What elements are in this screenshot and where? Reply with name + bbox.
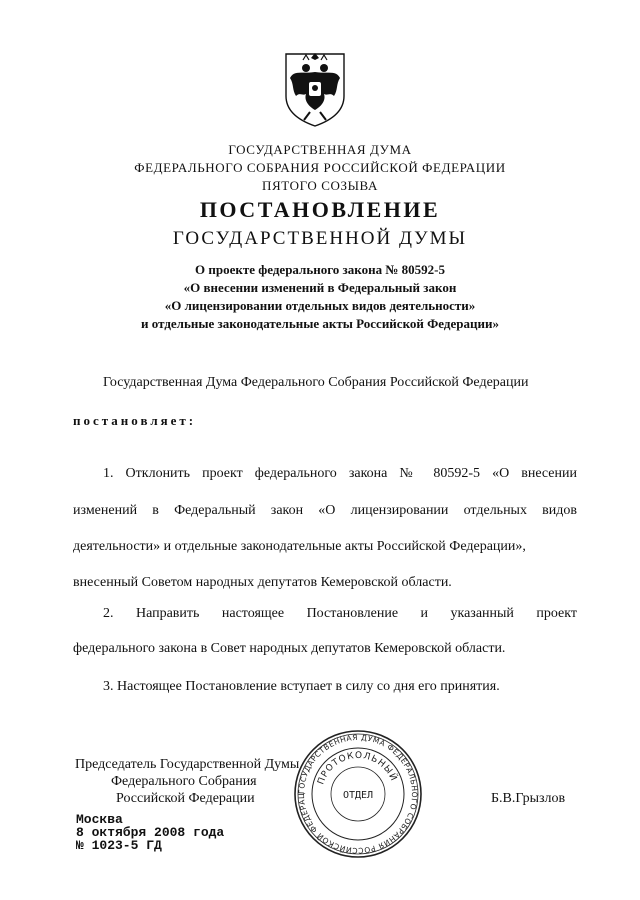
item-3: 3. Настоящее Постановление вступает в силу со дня его принятия.: [103, 679, 500, 694]
subject-line: О проекте федерального закона № 80592-5: [195, 262, 445, 277]
subject-line: и отдельные законодательные акты Российской Федерации»: [141, 316, 499, 331]
date: 8 октября 2008 года: [76, 825, 225, 840]
document-subtitle: ГОСУДАРСТВЕННОЙ ДУМЫ: [172, 228, 468, 249]
russian-coat-of-arms-icon: [280, 50, 350, 128]
signatory-title: Председатель Государственной Думы: [75, 757, 300, 772]
stamp-center-text: ОТДЕЛ: [342, 790, 374, 801]
signatory-title: Федерального Собрания: [111, 774, 257, 789]
stamp-inner-text: ПРОТОКОЛЬНЫЙ: [316, 750, 399, 787]
decree-word: постановляет:: [73, 413, 197, 428]
place: Москва: [76, 812, 123, 827]
convocation: ПЯТОГО СОЗЫВА: [262, 178, 378, 193]
signatory-name: Б.В.Грызлов: [491, 791, 566, 806]
item-1-line: изменений в Федеральный закон «О лицензировании отдельных видов: [73, 503, 577, 518]
item-1-line: деятельности» и отдельные законодательные акты Российской Федерации»,: [73, 539, 526, 554]
svg-text:ПРОТОКОЛЬНЫЙ: [316, 751, 400, 786]
document-title: ПОСТАНОВЛЕНИЕ: [199, 197, 441, 222]
official-stamp-icon: [292, 728, 424, 860]
subject-line: «О внесении изменений в Федеральный закон: [183, 280, 457, 295]
item-2-line: 2. Направить настоящее Постановление и указанный проект: [103, 606, 577, 621]
item-2-line: федерального закона в Совет народных депутатов Кемеровской области.: [73, 641, 506, 656]
item-1-line: 1. Отклонить проект федерального закона № 80592-5 «О внесении: [103, 466, 577, 481]
subject-line: «О лицензировании отдельных видов деятельности»: [164, 298, 476, 313]
item-1-line: внесенный Советом народных депутатов Кемеровской области.: [73, 575, 452, 590]
signatory-title: Российской Федерации: [116, 791, 255, 806]
stamp-outer-text: ГОСУДАРСТВЕННАЯ ДУМА ФЕДЕРАЛЬНОГО СОБРАНИЯ РОССИЙСКОЙ ФЕДЕРАЦ: [296, 732, 420, 856]
document-number: № 1023-5 ГД: [76, 838, 162, 853]
organization-name: ГОСУДАРСТВЕННАЯ ДУМА: [228, 142, 412, 157]
organization-parent: ФЕДЕРАЛЬНОГО СОБРАНИЯ РОССИЙСКОЙ ФЕДЕРАЦИИ: [134, 160, 506, 175]
preamble: Государственная Дума Федерального Собрания Российской Федерации: [103, 375, 529, 390]
